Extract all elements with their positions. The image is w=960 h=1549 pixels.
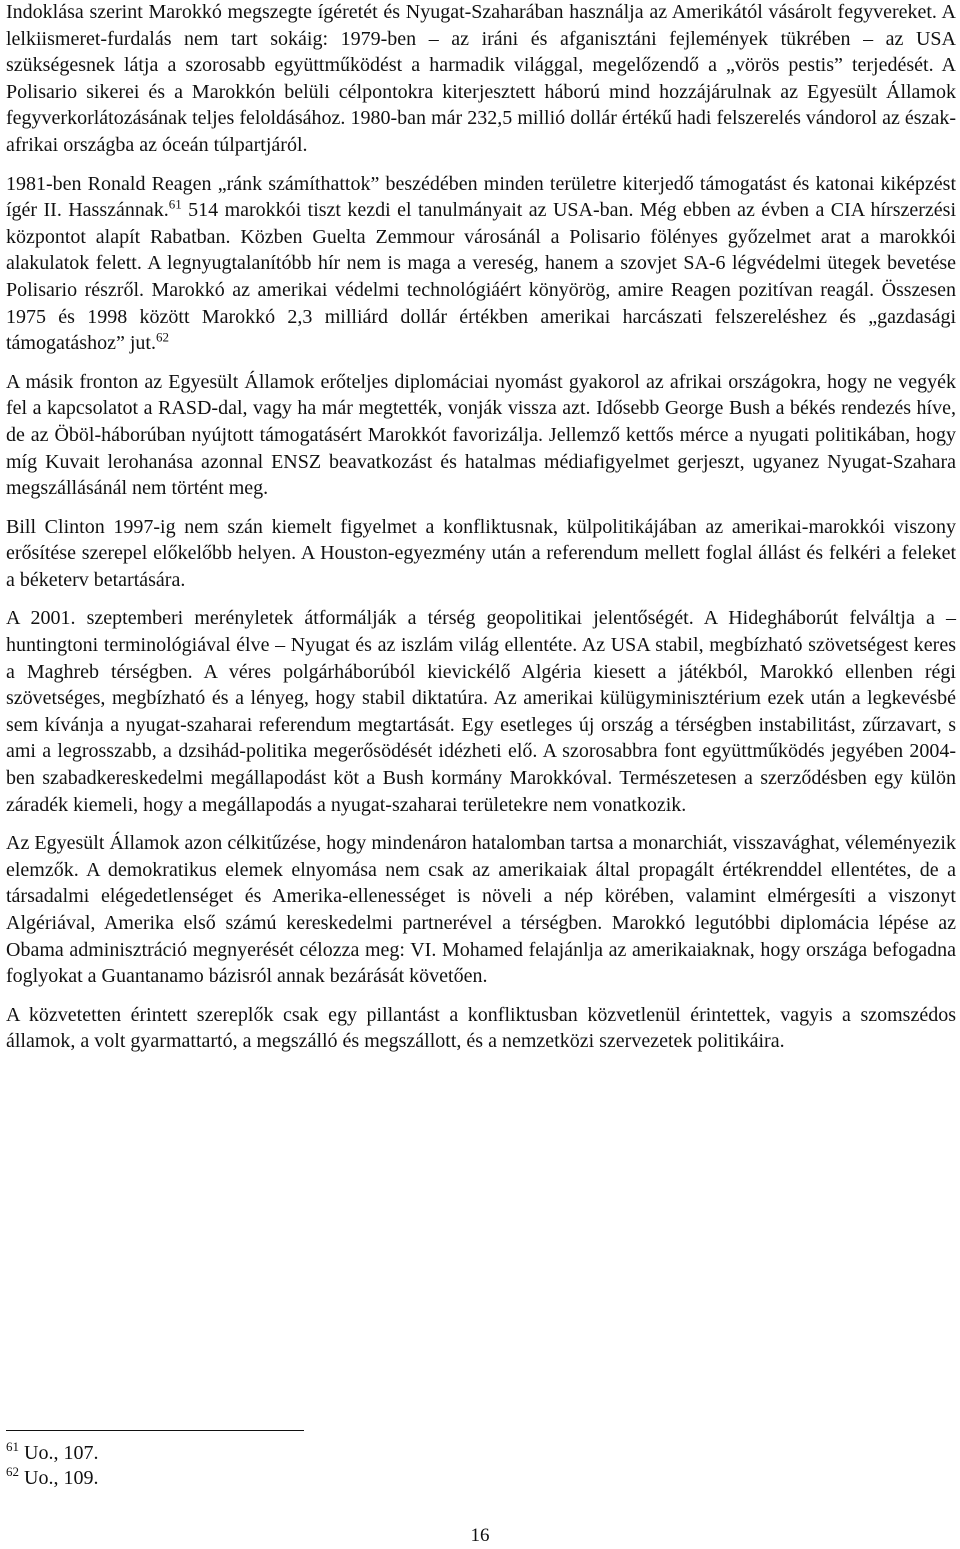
paragraph [6, 514, 956, 594]
footnotes [6, 1441, 606, 1491]
footnote [6, 1466, 606, 1491]
footnote-separator [6, 1430, 304, 1431]
paragraph [6, 0, 956, 159]
paragraph-text: 1981-ben Ronald Reagen „ránk számíthattok” beszédében minden területre kiterjedő támogatást és katonai kiképzést ígér II. Hasszánnak. [6, 172, 956, 222]
footnote [6, 1441, 606, 1466]
paragraph-text: Bill Clinton 1997-ig nem szán kiemelt figyelmet a konfliktusnak, külpolitikájában az amerikai-marokkói viszony erősítése szerepel előkelőbb helyen. A Houston-egyezmény után a referendum mellett foglal állást és felkéri a feleket a béketerv betartására. [6, 515, 956, 591]
footnote-number: 62 [6, 1464, 19, 1480]
paragraph-text: A másik fronton az Egyesült Államok erőteljes diplomáciai nyomást gyakorol az afrikai országokra, hogy ne vegyék fel a kapcsolatot a RASD-dal, vagy ha már megtették, vonják vissza azt. Idősebb George Bush a békés rendezés híve, de az Öböl-háborúban nyújtott támogatásért Marokkót favorizálja. Jellemző kettős mérce a nyugati politikában, hogy míg Kuvait lerohanása azonnal ENSZ beavatkozást és hatalmas médiafigyelmet gerjeszt, ugyanez Nyugat-Szahara megszállásánál nem történt meg. [6, 370, 956, 500]
paragraph [6, 830, 956, 990]
paragraph-text: Az Egyesült Államok azon célkitűzése, hogy mindenáron hatalomban tartsa a monarchiát, visszavághat, véleményezik elemzők. A demokratikus elemek elnyomása nem csak az amerikaiak által propagált értékrenddel ellentétes, de a társadalmi elégedetlenséget és Amerika-ellenességet is növeli a nép körében, valamint elmérgesíti a viszonyt Algériával, Amerika első számú kereskedelmi partnerével a térségben. Marokkó legutóbbi diplomácia lépése az Obama adminisztráció megnyerését célozza meg: VI. Mohamed felajánlja az amerikaiaknak, hogy országa befogadna foglyokat a Guantanamo bázisról annak bezárását követően. [6, 832, 956, 988]
paragraph-text: A közvetetten érintett szereplők csak egy pillantást a konfliktusban közvetlenül érintettek, vagyis a szomszédos államok, a volt gyarmattartó, a megszálló és megszállott, és a nemzetközi szervezetek politikáira. [6, 1003, 956, 1053]
paragraph [6, 605, 956, 818]
footnote-reference: 62 [155, 329, 169, 345]
footnote-text: Uo., 109. [24, 1467, 99, 1489]
paragraph [6, 171, 956, 357]
paragraph-text: A 2001. szeptemberi merényletek átformálják a térség geopolitikai jelentőségét. A Hidegháborút felváltja a – huntingtoni terminológiával élve – Nyugat és az iszlám világ ellentéte. Az USA stabil, megbízható szövetségest keres a Maghreb térségben. A véres polgárháborúból kievickélő Algéria kiesett a játékból, Marokkó ellenben régi szövetséges, megbízható és a lényeg, hogy stabil diktatúra. Az amerikai külügyminisztérium ezek után a legkevésbé sem kívánja a nyugat-szaharai referendum megtartását. Egy esetleges új ország a térségben instabilitást, zűrzavart, s ami a legrosszabb, a dzsihád-politika megerősödését idézheti elő. A szorosabbra font együttműködés jegyében 2004-ben szabadkereskedelmi megállapodást köt a Bush kormány Marokkóval. Természetesen a szerződésben egy külön záradék kiemeli, hogy a megállapodás a nyugat-szaharai területekre nem vonatkozik. [6, 607, 956, 816]
footnote-reference: 61 [168, 196, 182, 212]
footnote-text: Uo., 107. [24, 1442, 99, 1464]
paragraph [6, 369, 956, 502]
footnote-number: 61 [6, 1439, 19, 1455]
paragraph-text: 514 marokkói tiszt kezdi el tanulmányait az USA-ban. Még ebben az évben a CIA hírszerzési központot alapít Rabatban. Közben Guelta Zemmour városánál a Polisario fölényes győzelmet arat a marokkói alakulatok felett. A legnyugtalanítóbb hír nem is maga a vereség, hanem a szovjet SA-6 légvédelmi ütegek bevetése Polisario részről. Marokkó az amerikai védelmi technológiáért könyörög, amire Reagen pozitívan reagál. Összesen 1975 és 1998 között Marokkó 2,3 milliárd dollár értékben amerikai harcászati felszereléshez és „gazdasági támogatáshoz” jut. [6, 199, 957, 355]
paragraph [6, 1002, 956, 1055]
paragraph-text: Indoklása szerint Marokkó megszegte ígéretét és Nyugat-Szaharában használja az Amerikától vásárolt fegyvereket. A lelkiismeret-furdalás nem tart sokáig: 1979-ben – az iráni és afganisztáni fejlemények tükrében – az USA szükségesnek látja a szorosabb együttműködést a harmadik világgal, megelőzendő a „vörös pestis” terjedését. A Polisario sikerei és a Marokkón belüli célpontokra kiterjesztett háború mind hozzájárulnak az Egyesült Államok fegyverkorlátozásának teljes feloldásához. 1980-ban már 232,5 millió dollár értékű hadi felszerelés vándorol az észak-afrikai országba az óceán túlpartjáról. [6, 1, 956, 156]
body-text [6, 0, 956, 1067]
page-number: 16 [470, 1525, 490, 1546]
